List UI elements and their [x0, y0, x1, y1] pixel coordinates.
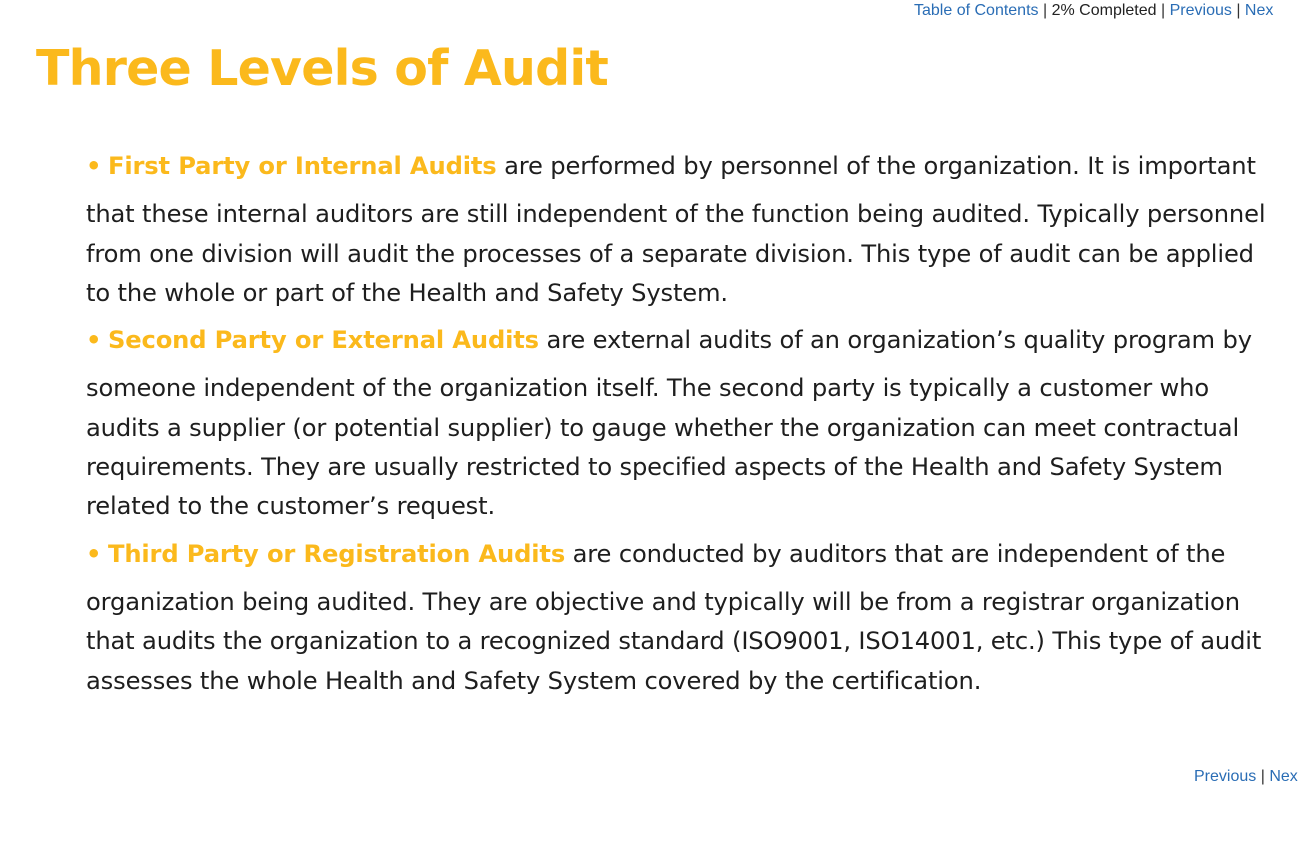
top-navigation-links [914, 0, 1273, 22]
nav-separator: | [1042, 2, 1048, 19]
bottom-next-link[interactable]: Nex [1269, 768, 1298, 785]
audit-description: organization being audited. They are objective and typically will be from a registrar organization that audits the organization to a recognized standard (ISO9001, ISO14001, etc.) This type of audit assesses the whole Health and Safety System covered by the certification. [86, 587, 1262, 695]
audit-term: First Party or Internal Audits [108, 152, 497, 180]
audit-term: Second Party or External Audits [108, 326, 539, 355]
top-navigation [0, 0, 1306, 24]
nav-separator: | [1260, 768, 1265, 785]
audit-description-start: are external audits of an organization’s quality program by [538, 326, 1252, 355]
audit-levels-list [86, 147, 1284, 709]
bottom-navigation [1194, 766, 1298, 788]
audit-description: someone independent of the organization itself. The second party is typically a customer who audits a supplier (or potential supplier) to gauge whether the organization can meet contractual requirements. They are usually restricted to specified aspects of the Health and Safety System related to the customer’s request. [86, 374, 1240, 521]
bullet-icon: • [86, 326, 102, 355]
audit-description-start: are performed by personnel of the organization. It is important [496, 152, 1256, 180]
audit-description: that these internal auditors are still independent of the function being audited. Typically personnel from one division will audit the processes of a separate division. This type of audit can be applied to the whole or part of the Health and Safety System. [86, 200, 1266, 307]
bullet-icon: • [86, 152, 102, 180]
audit-term: Third Party or Registration Audits [108, 539, 566, 568]
list-item-first-line [86, 535, 1225, 583]
nav-separator: | [1161, 2, 1166, 19]
list-item-first-party-audit [86, 147, 1284, 313]
next-link[interactable]: Nex [1244, 2, 1274, 19]
table-of-contents-link[interactable]: Table of Contents [914, 2, 1039, 19]
progress-status: 2% Completed [1051, 2, 1157, 19]
nav-separator: | [1236, 2, 1241, 19]
previous-link[interactable]: Previous [1169, 2, 1232, 19]
bottom-previous-link[interactable]: Previous [1194, 768, 1257, 785]
list-item-third-party-audit [86, 535, 1284, 701]
page-title: Three Levels of Audit [36, 40, 608, 97]
audit-description-start: are conducted by auditors that are independent of the [565, 539, 1226, 568]
list-item-first-line [86, 147, 1256, 195]
bullet-icon: • [86, 539, 102, 568]
list-item-first-line [86, 321, 1252, 369]
list-item-second-party-audit [86, 321, 1284, 526]
